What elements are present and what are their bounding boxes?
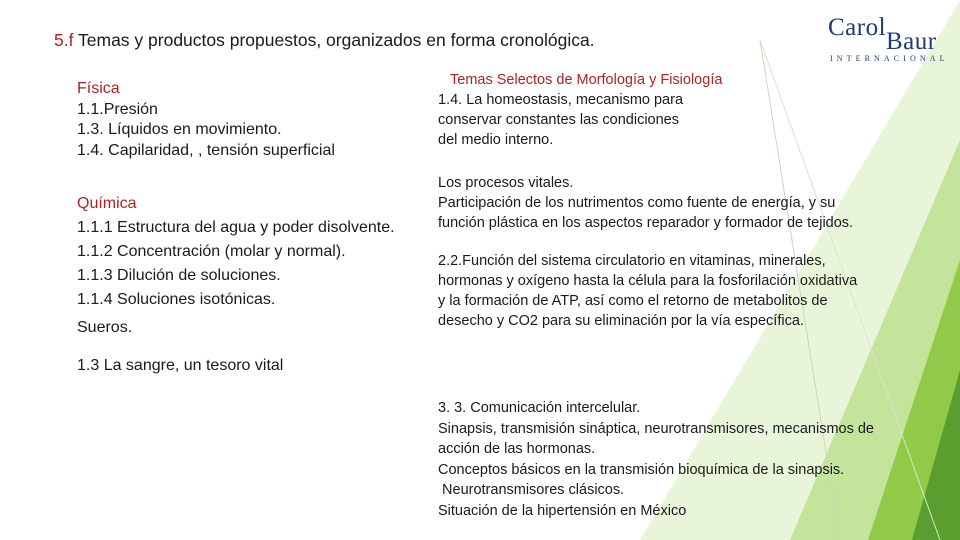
- circulatorio-line: 2.2.Función del sistema circulatorio en vitaminas, minerales,: [438, 253, 826, 269]
- quimica-item: 1.1.2 Concentración (molar y normal).: [77, 243, 346, 260]
- sueros-label: Sueros.: [77, 319, 133, 336]
- circulatorio-section: [438, 251, 857, 331]
- fisica-section: [77, 79, 335, 161]
- comunicacion-line: acción de las hormonas.: [438, 441, 596, 457]
- quimica-section: [77, 192, 395, 312]
- circulatorio-line: desecho y CO2 para su eliminación por la vía específica.: [438, 313, 804, 329]
- morfologia-line: conservar constantes las condiciones: [438, 112, 679, 128]
- quimica-item: 1.1.3 Dilución de soluciones.: [77, 267, 281, 284]
- quimica-item: 1.1.4 Soluciones isotónicas.: [77, 291, 276, 308]
- comunicacion-line: 3. 3. Comunicación intercelular.: [438, 400, 641, 416]
- logo-word-baur: Baur: [886, 28, 937, 55]
- comunicacion-line: Situación de la hipertensión en México: [438, 502, 687, 519]
- title-text: Temas y productos propuestos, organizados en forma cronológica.: [73, 30, 595, 50]
- circulatorio-line: hormonas y oxígeno hasta la célula para la fosforilación oxidativa: [438, 273, 858, 289]
- comunicacion-line: Neurotransmisores clásicos.: [438, 482, 625, 498]
- fisica-item: 1.3. Líquidos en movimiento.: [77, 121, 282, 138]
- procesos-line: Los procesos vitales.: [438, 175, 574, 191]
- fisica-item: 1.1.Presión: [77, 100, 158, 118]
- title-number: 5.f: [54, 30, 74, 50]
- quimica-heading: Química: [77, 195, 137, 212]
- comunicacion-section: [438, 398, 874, 521]
- procesos-line: función plástica en los aspectos reparador y formador de tejidos.: [438, 215, 854, 231]
- circulatorio-line: y la formación de ATP, así como el retorno de metabolitos de: [438, 293, 828, 309]
- morfologia-line: del medio interno.: [438, 132, 554, 148]
- slide-title: [54, 30, 595, 51]
- carol-baur-logo: [826, 14, 950, 66]
- procesos-section: [438, 173, 853, 233]
- morfologia-line: 1.4. La homeostasis, mecanismo para: [438, 92, 684, 108]
- sangre-topic: 1.3 La sangre, un tesoro vital: [77, 357, 284, 374]
- morfologia-heading: Temas Selectos de Morfología y Fisiología: [450, 72, 723, 88]
- logo-word-carol: Carol: [828, 14, 887, 41]
- morfologia-section: [438, 70, 722, 150]
- fisica-item: 1.4. Capilaridad, , tensión superficial: [77, 141, 335, 159]
- comunicacion-line: Sinapsis, transmisión sináptica, neurotransmisores, mecanismos de: [438, 420, 874, 437]
- comunicacion-line: Conceptos básicos en la transmisión bioquímica de la sinapsis.: [438, 461, 845, 478]
- procesos-line: Participación de los nutrimentos como fuente de energía, y su: [438, 195, 836, 211]
- fisica-heading: Física: [77, 80, 120, 97]
- quimica-item: 1.1.1 Estructura del agua y poder disolvente.: [77, 219, 395, 236]
- logo-word-internacional: INTERNACIONAL: [830, 54, 949, 63]
